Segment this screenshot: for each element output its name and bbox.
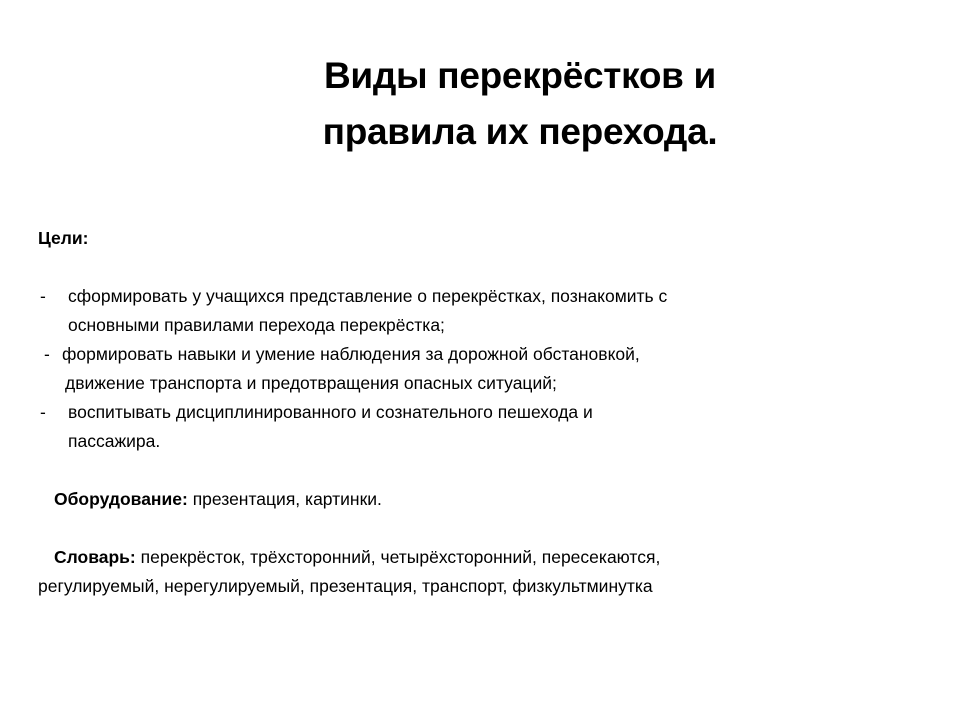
goal-2-line-2: движение транспорта и предотвращения опасных ситуаций; bbox=[65, 373, 557, 393]
goal-3-line-2: пассажира. bbox=[68, 431, 161, 451]
goal-1-line-2: основными правилами перехода перекрёстка; bbox=[68, 315, 445, 335]
title-line-2: правила их перехода. bbox=[322, 111, 718, 152]
goal-3-line-1: воспитывать дисциплинированного и сознательного пешехода и bbox=[68, 402, 593, 422]
vocabulary-text-1: перекрёсток, трёхсторонний, четырёхсторонний, пересекаются, bbox=[135, 547, 661, 567]
goal-1-marker: - bbox=[40, 286, 46, 306]
equipment-label: Оборудование: bbox=[54, 489, 188, 509]
goal-2-line-1: формировать навыки и умение наблюдения за дорожной обстановкой, bbox=[62, 344, 640, 364]
goals-heading: Цели: bbox=[38, 228, 89, 248]
equipment-text: презентация, картинки. bbox=[187, 489, 382, 509]
goal-3-marker: - bbox=[40, 402, 46, 422]
vocabulary-label: Словарь: bbox=[54, 547, 136, 567]
goal-2-marker: - bbox=[44, 344, 50, 364]
vocabulary-line-1 bbox=[54, 543, 660, 572]
equipment-line bbox=[54, 485, 382, 514]
title-line-1: Виды перекрёстков и bbox=[323, 55, 717, 96]
vocabulary-line-2: регулируемый, нерегулируемый, презентация, транспорт, физкультминутка bbox=[38, 576, 653, 596]
goal-1-line-1: сформировать у учащихся представление о перекрёстках, познакомить с bbox=[68, 286, 668, 306]
